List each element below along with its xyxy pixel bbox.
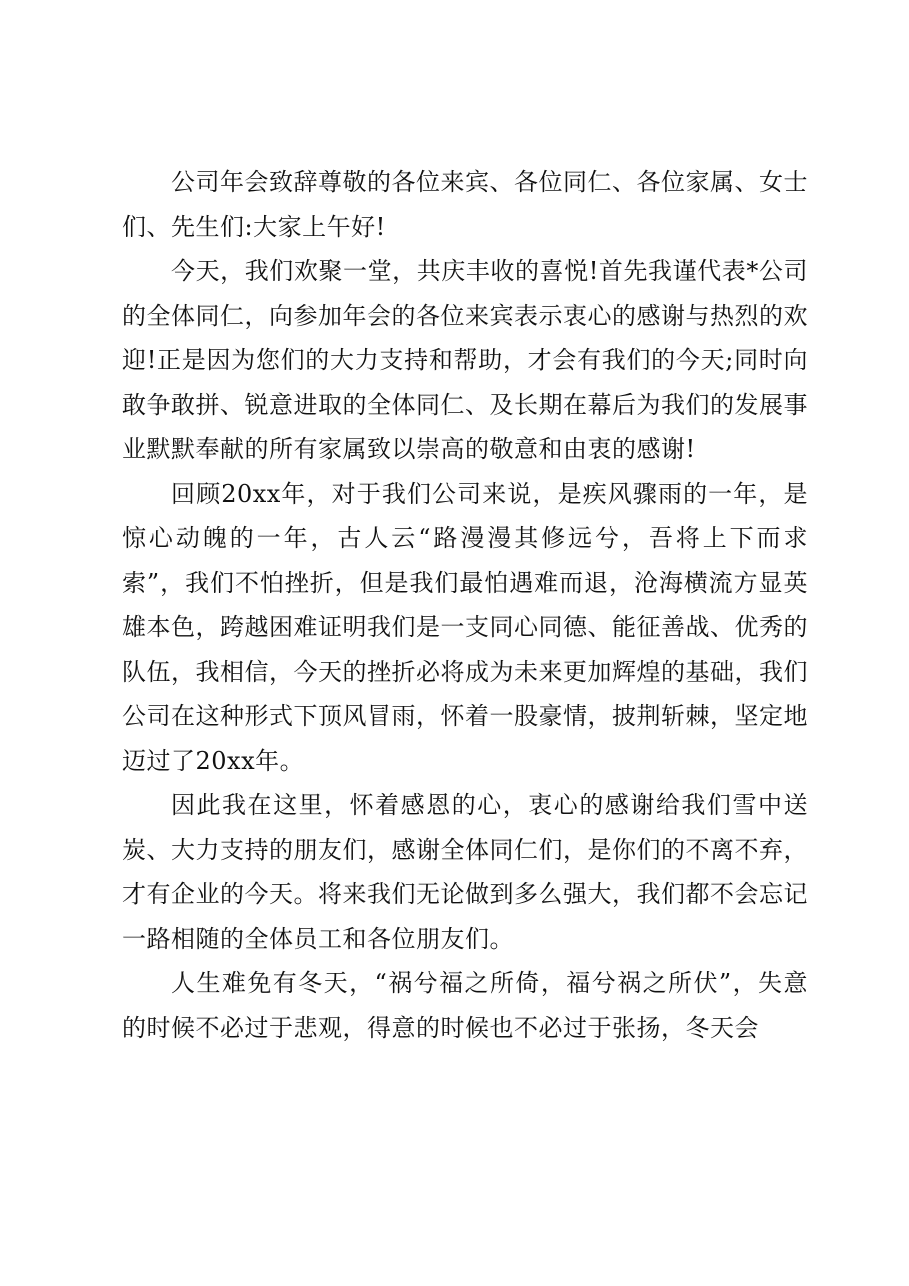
paragraph-gratitude: 因此我在这里，怀着感恩的心，衷心的感谢给我们雪中送炭、大力支持的朋友们，感谢全体同仁们，是你们的不离不弃，才有企业的今天。将来我们无论做到多么强大，我们都不会忘记一路相随的全体员工和各位朋友们。 — [122, 791, 808, 953]
paragraph-review: 回顾20xx年，对于我们公司来说，是疾风骤雨的一年，是惊心动魄的一年，古人云“路漫漫其修远兮，吾将上下而求索”，我们不怕挫折，但是我们最怕遇难而退，沧海横流方显英雄本色，跨越困难证明我们是一支同心同德、能征善战、优秀的队伍，我相信，今天的挫折必将成为未来更加辉煌的基础，我们公司在这种形式下顶风冒雨，怀着一股豪情，披荆斩棘，坚定地迈过了20xx年。 — [122, 479, 808, 775]
paragraph-greeting: 公司年会致辞尊敬的各位来宾、各位同仁、各位家属、女士们、先生们:大家上午好! — [122, 168, 808, 241]
paragraph-welcome: 今天，我们欢聚一堂，共庆丰收的喜悦!首先我谨代表*公司的全体同仁，向参加年会的各位来宾表示衷心的感谢与热烈的欢迎!正是因为您们的大力支持和帮助，才会有我们的今天;同时向敢争敢拼、锐意进取的全体同仁、及长期在幕后为我们的发展事业默默奉献的所有家属致以崇高的敬意和由衷的感谢! — [122, 257, 808, 463]
speech-body — [122, 160, 808, 1050]
paragraph-winter: 人生难免有冬天，“祸兮福之所倚，福兮祸之所伏”，失意的时候不必过于悲观，得意的时候也不必过于张扬，冬天会 — [122, 969, 808, 1042]
